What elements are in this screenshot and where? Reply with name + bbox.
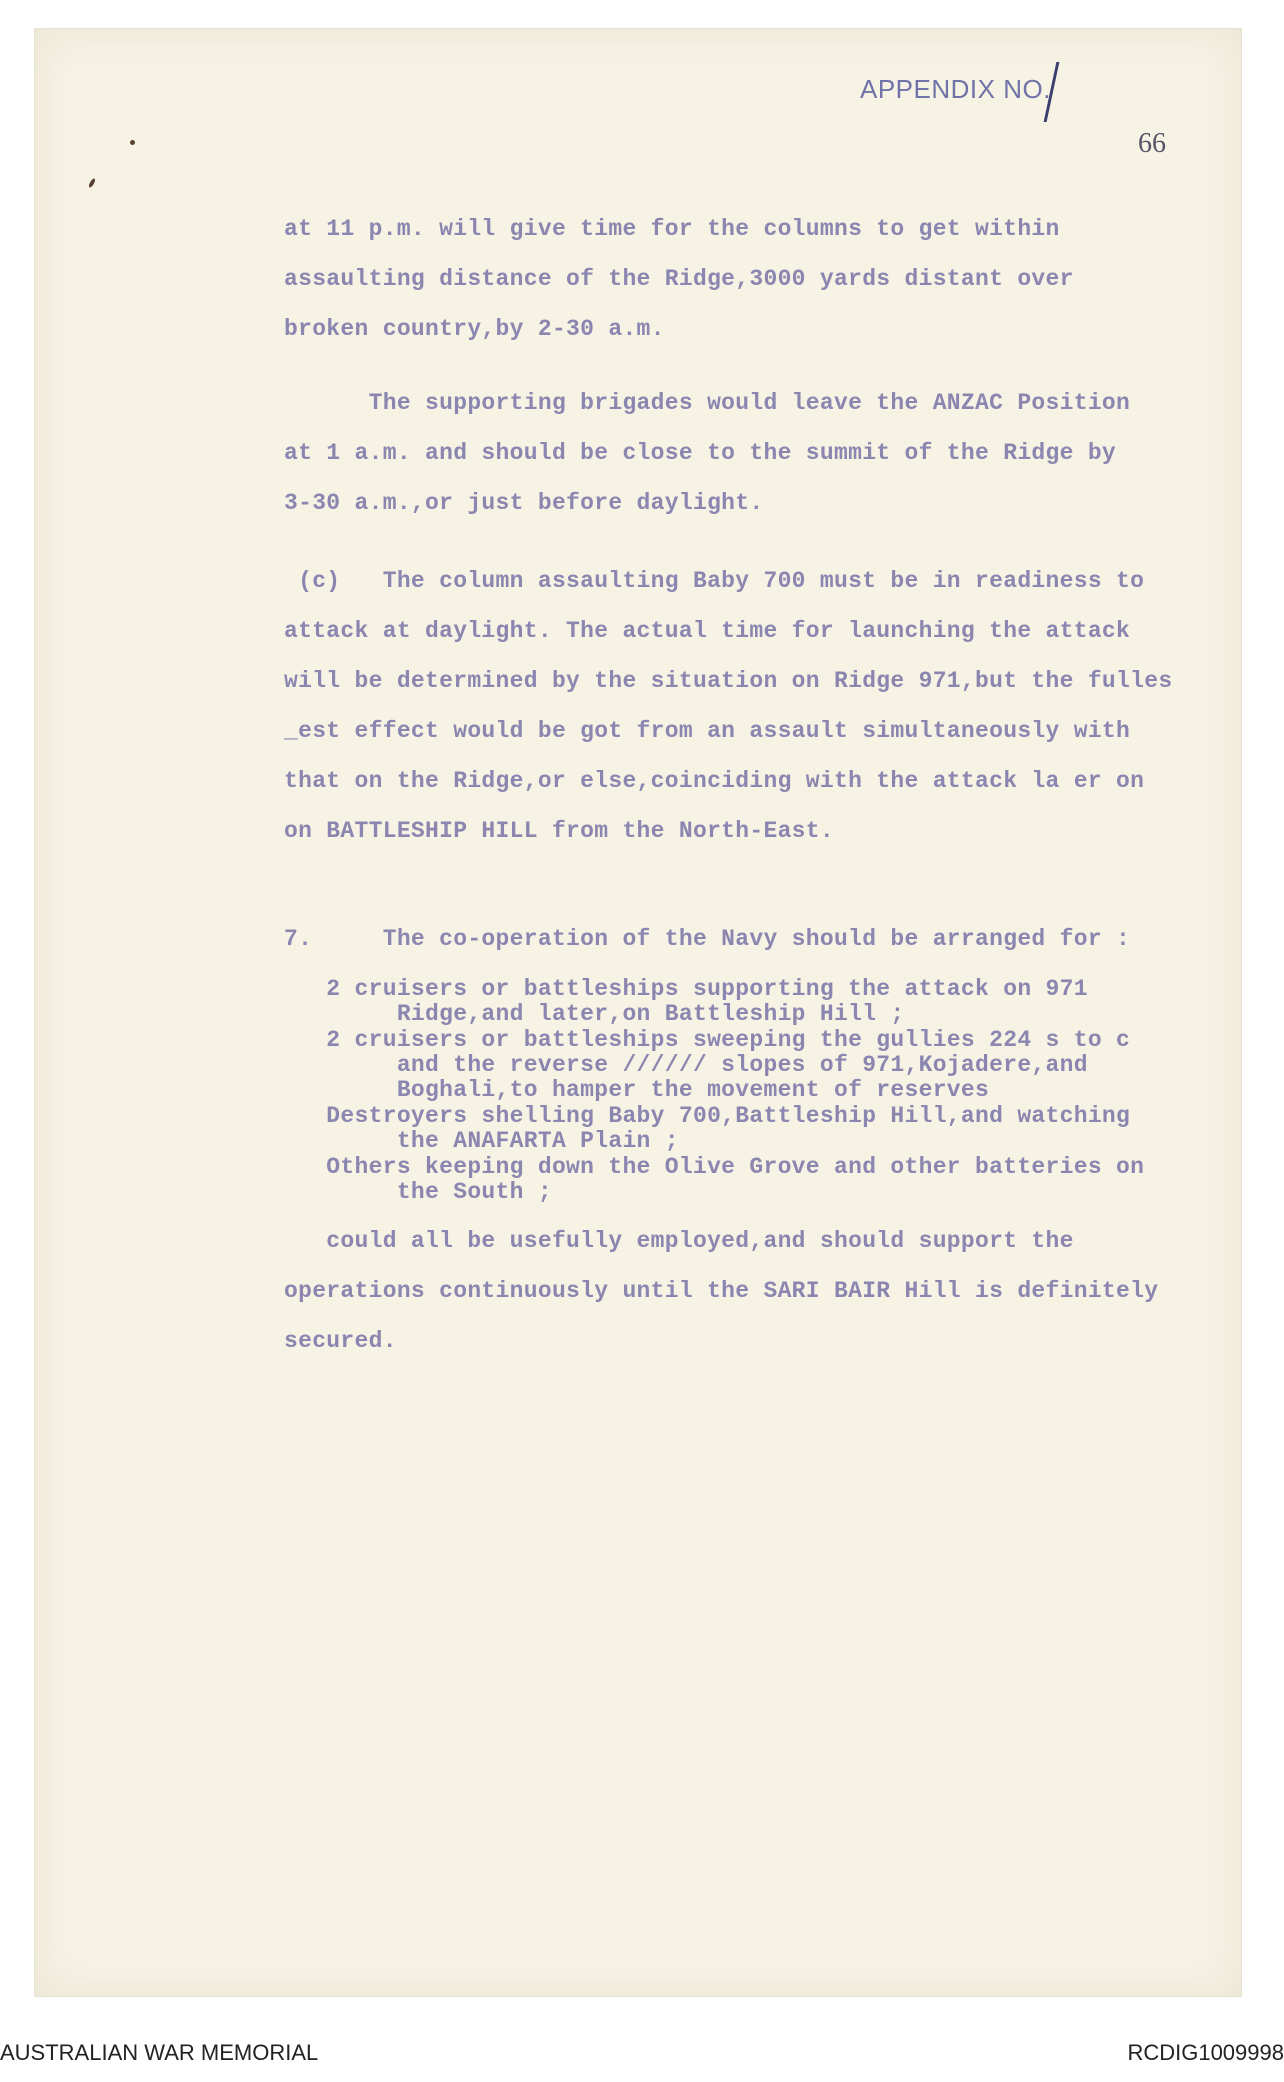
text-line: secured. — [284, 1328, 397, 1354]
text-line: on BATTLESHIP HILL from the North-East. — [284, 818, 834, 844]
ink-speck — [130, 140, 135, 145]
paragraph-supporting-brigades — [284, 390, 1244, 520]
text-line: at 1 a.m. and should be close to the summit of the Ridge by — [284, 440, 1117, 466]
text-line: broken country,by 2-30 a.m. — [284, 316, 665, 342]
paragraph-c — [284, 568, 1244, 868]
list-item: Others keeping down the Olive Grove and other batteries on — [284, 1154, 1145, 1180]
text-line: assaulting distance of the Ridge,3000 yards distant over — [284, 266, 1074, 292]
list-item: 2 cruisers or battleships sweeping the gullies 224 s to c — [284, 1027, 1131, 1053]
appendix-stamp: APPENDIX NO. — [860, 74, 1051, 104]
folio-number: 66 — [1138, 128, 1166, 159]
list-item: the ANAFARTA Plain ; — [284, 1128, 679, 1154]
list-item: the South ; — [284, 1179, 552, 1205]
text-line: will be determined by the situation on Ridge 971,but the fulles — [284, 668, 1173, 694]
list-item: Boghali,to hamper the movement of reserves — [284, 1077, 990, 1103]
list-item: Ridge,and later,on Battleship Hill ; — [284, 1001, 905, 1027]
text-line: The supporting brigades would leave the ANZAC Position — [284, 390, 1131, 416]
text-line: _est effect would be got from an assault simultaneously with — [284, 718, 1131, 744]
paragraph-conclusion — [284, 1228, 1244, 1358]
paragraph-7-heading: 7. The co-operation of the Navy should be arranged for : — [284, 926, 1131, 952]
footer-record-id: RCDIG1009998 — [1127, 2040, 1284, 2065]
footer-source: AUSTRALIAN WAR MEMORIAL — [0, 2040, 319, 2065]
paragraph-intro — [284, 216, 1244, 346]
text-line: that on the Ridge,or else,coinciding with the attack la er on — [284, 768, 1145, 794]
text-line: operations continuously until the SARI BAIR Hill is definitely — [284, 1278, 1159, 1304]
text-line: could all be usefully employed,and should support the — [284, 1228, 1074, 1254]
text-line: (c) The column assaulting Baby 700 must be in readiness to — [284, 568, 1145, 594]
text-line: 3-30 a.m.,or just before daylight. — [284, 490, 764, 516]
text-line: attack at daylight. The actual time for launching the attack — [284, 618, 1131, 644]
text-line: at 11 p.m. will give time for the columns to get within — [284, 216, 1060, 242]
navy-list — [284, 976, 1244, 1216]
list-item: Destroyers shelling Baby 700,Battleship Hill,and watching — [284, 1103, 1131, 1129]
list-item: and the reverse ////// slopes of 971,Kojadere,and — [284, 1052, 1088, 1078]
list-item: 2 cruisers or battleships supporting the attack on 971 — [284, 976, 1088, 1002]
